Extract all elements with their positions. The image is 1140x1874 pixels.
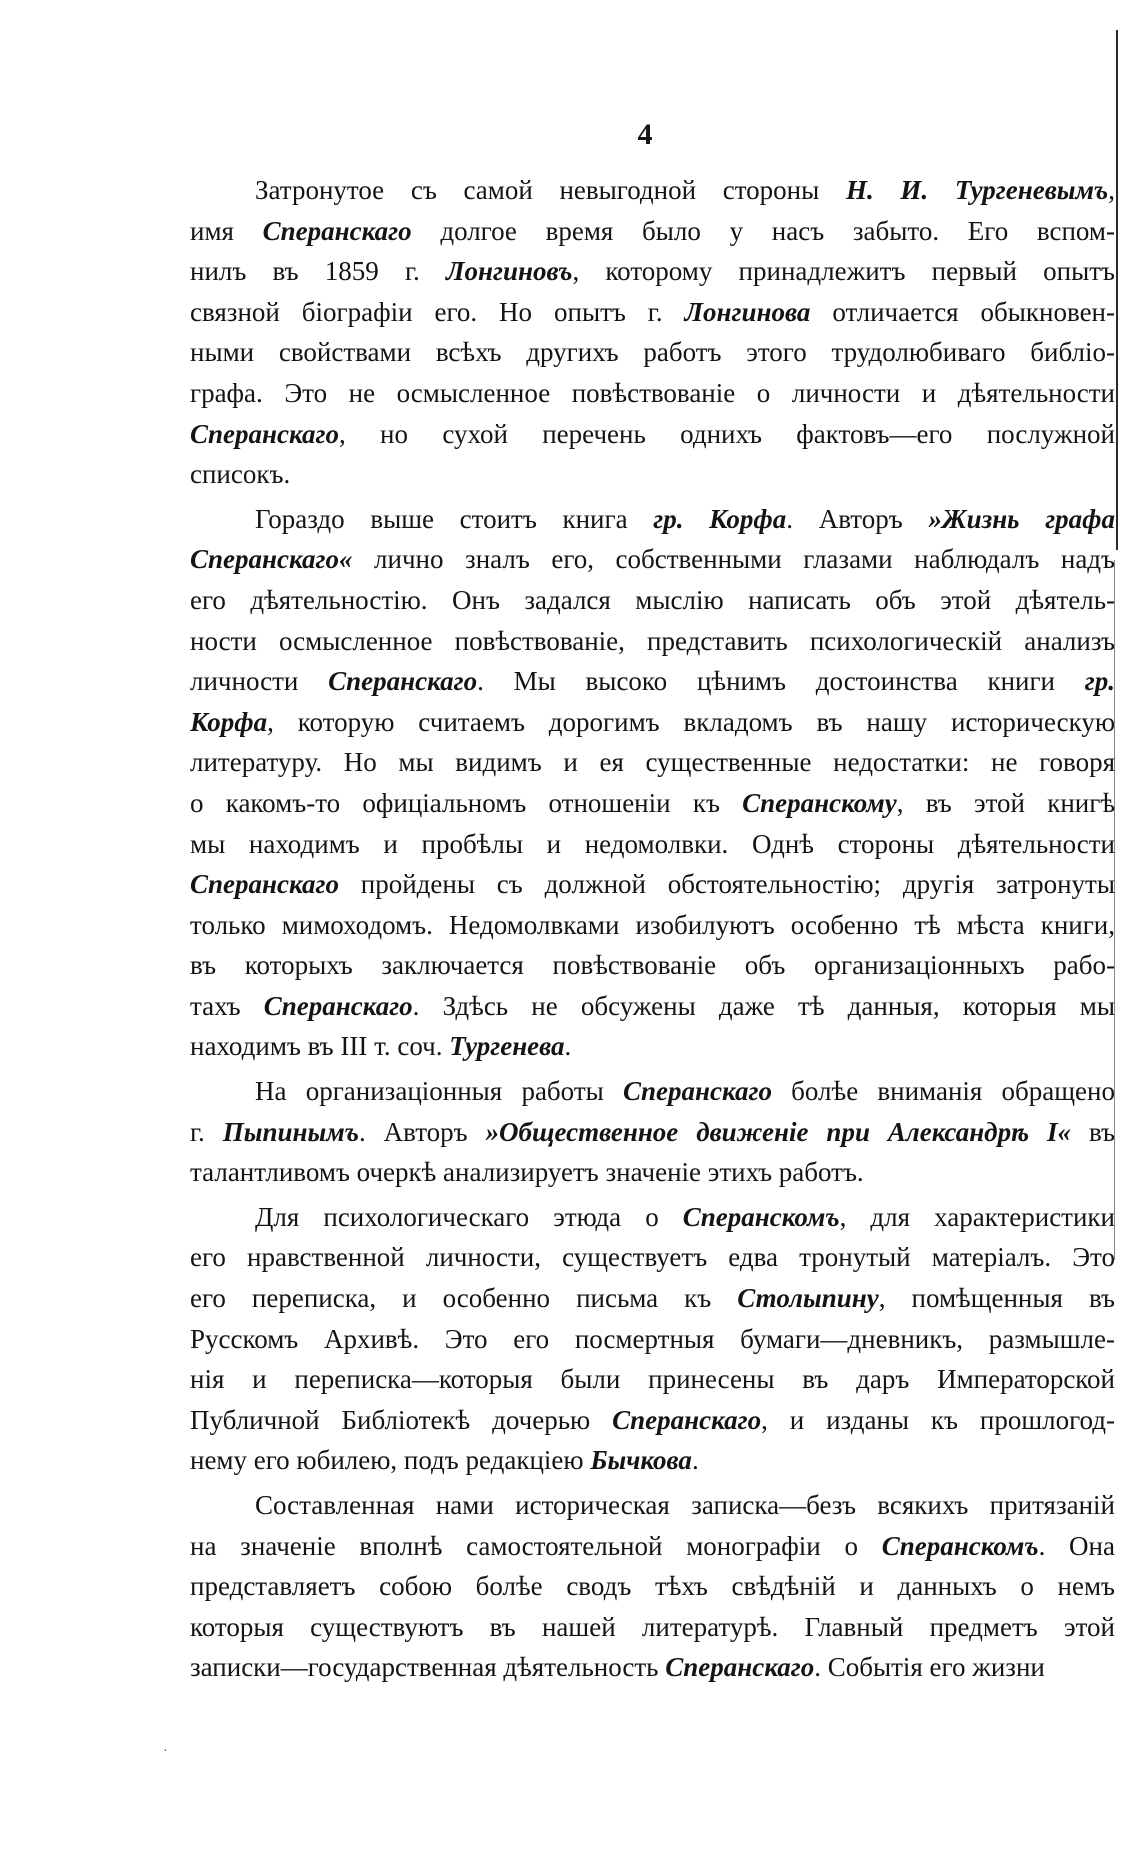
text-segment: Составленная нами историческая записка—безъ всякихъ притязаній: [255, 1490, 1115, 1520]
text-segment: болѣе вниманія обращено: [771, 1076, 1115, 1107]
italic-name: Сперанскомъ: [682, 1201, 840, 1232]
text-segment: . Мы высоко цѣнимъ достоинства книги: [477, 666, 1085, 697]
text-line: [190, 170, 1115, 211]
text-line: [190, 1237, 1115, 1278]
text-line: [190, 1400, 1115, 1441]
paragraph: [190, 1485, 1115, 1688]
text-segment: , которому принадлежитъ первый опытъ: [572, 256, 1115, 287]
text-line: [190, 1152, 1115, 1193]
italic-name: Сперанскаго: [665, 1652, 815, 1683]
text-segment: въ: [1071, 1116, 1115, 1147]
text-line: [190, 1071, 1115, 1112]
italic-name: гр.: [1084, 666, 1115, 697]
italic-name: Лонгинова: [684, 296, 811, 327]
text-segment: Публичной Библіотекѣ дочерью: [190, 1404, 613, 1435]
text-segment: ности осмысленное повѣствованіе, представить психологическій анализъ: [190, 625, 1115, 656]
text-line: [190, 292, 1115, 333]
text-segment: ными свойствами всѣхъ другихъ работъ этого трудолюбиваго библіо-: [190, 337, 1115, 368]
text-segment: нему его юбилею, подъ редакціею: [190, 1445, 591, 1476]
text-line: [190, 1485, 1115, 1526]
text-line: [190, 1319, 1115, 1360]
text-segment: Русскомъ Архивѣ. Это его посмертныя бумаги—дневникъ, размышле-: [190, 1323, 1115, 1354]
text-segment: отличается обыкновен-: [810, 296, 1115, 327]
paragraph: [190, 170, 1115, 495]
text-line: [190, 1440, 1115, 1481]
text-segment: о какомъ-то офиціальномъ отношеніи къ: [190, 787, 743, 818]
text-line: [190, 332, 1115, 373]
text-line: [190, 373, 1115, 414]
text-line: [190, 621, 1115, 662]
text-segment: личности: [190, 666, 329, 697]
page-edge-line: [1116, 30, 1118, 550]
text-line: [190, 1526, 1115, 1567]
text-segment: .: [564, 1031, 572, 1062]
text-segment: имя: [190, 215, 263, 246]
body-text: [190, 170, 1115, 1692]
text-segment: . Здѣсь не обсужены даже тѣ данныя, которыя мы: [412, 990, 1115, 1021]
text-segment: нилъ въ 1859 г.: [190, 256, 447, 287]
text-line: [190, 1112, 1115, 1153]
text-segment: , и изданы къ прошлогод-: [761, 1404, 1115, 1435]
italic-name: Сперанскаго: [190, 869, 339, 900]
text-segment: , для характеристики: [839, 1201, 1115, 1232]
text-segment: связной біографіи его. Но опытъ г.: [190, 296, 685, 327]
text-line: [190, 1026, 1115, 1067]
text-line: [190, 1607, 1115, 1648]
text-segment: , въ этой книгѣ: [896, 787, 1115, 818]
text-line: [190, 661, 1115, 702]
text-segment: Гораздо выше стоитъ книга: [255, 503, 654, 534]
text-line: [190, 702, 1115, 743]
text-segment: списокъ.: [190, 459, 291, 490]
text-segment: записки—государственная дѣятельность: [190, 1652, 666, 1683]
text-line: [190, 539, 1115, 580]
text-line: [190, 211, 1115, 252]
italic-name: Сперанскаго: [622, 1076, 772, 1107]
text-segment: мы находимъ и пробѣлы и недомолвки. Однѣ стороны дѣятельности: [190, 828, 1115, 859]
text-segment: его переписка, и особенно письма къ: [190, 1283, 738, 1314]
text-segment: его нравственной личности, существуетъ едва тронутый матеріалъ. Это: [190, 1242, 1115, 1273]
italic-name: »Общественное движеніе при Александрѣ I«: [485, 1116, 1072, 1147]
italic-name: Сперанскаго: [263, 990, 413, 1021]
text-segment: . Авторъ: [786, 503, 929, 534]
text-segment: въ которыхъ заключается повѣствованіе объ организаціонныхъ рабо-: [190, 950, 1115, 981]
scan-speck: ·: [163, 1744, 168, 1759]
text-line: [190, 1278, 1115, 1319]
text-segment: представляетъ собою болѣе сводъ тѣхъ свѣдѣній и данныхъ о немъ: [190, 1571, 1115, 1602]
italic-name: Сперанскаго«: [190, 544, 353, 575]
text-line: [190, 1359, 1115, 1400]
text-segment: графа. Это не осмысленное повѣствованіе о личности и дѣятельности: [190, 377, 1115, 408]
text-line: [190, 1197, 1115, 1238]
text-segment: Для психологическаго этюда о: [255, 1201, 683, 1232]
text-segment: тахъ: [190, 990, 264, 1021]
italic-name: Лонгиновъ: [446, 256, 573, 287]
text-segment: .: [691, 1445, 699, 1476]
page-number: 4: [637, 118, 653, 151]
text-line: [190, 986, 1115, 1027]
italic-name: Тургенева: [449, 1031, 565, 1062]
text-segment: . Авторъ: [358, 1116, 486, 1147]
text-segment: литературу. Но мы видимъ и ея существенные недостатки: не говоря: [190, 747, 1115, 778]
text-segment: талантливомъ очеркѣ анализируетъ значеніе этихъ работъ.: [190, 1157, 864, 1188]
paragraph: [190, 1071, 1115, 1193]
text-segment: Затронутое съ самой невыгодной стороны: [255, 175, 846, 205]
text-line: [190, 742, 1115, 783]
text-segment: только мимоходомъ. Недомолвками изобилуютъ особенно тѣ мѣста книги,: [190, 909, 1115, 940]
text-segment: . Событія его жизни: [814, 1652, 1045, 1683]
text-line: [190, 1647, 1115, 1688]
text-line: [190, 824, 1115, 865]
italic-name: Пыпинымъ: [222, 1116, 359, 1147]
text-segment: находимъ въ III т. соч.: [190, 1031, 450, 1062]
text-segment: г.: [190, 1116, 223, 1147]
text-segment: долгое время было у насъ забыто. Его вспом-: [411, 215, 1115, 246]
paragraph: [190, 499, 1115, 1067]
text-line: [190, 905, 1115, 946]
italic-name: Сперанскаго: [190, 418, 339, 449]
text-segment: , помѣщенныя въ: [878, 1283, 1115, 1314]
text-segment: пройдены съ должной обстоятельностію; другія затронуты: [338, 869, 1115, 900]
italic-name: »Жизнь графа: [928, 503, 1115, 534]
text-segment: на значеніе вполнѣ самостоятельной монографіи о: [190, 1530, 882, 1561]
text-line: [190, 945, 1115, 986]
paragraph: [190, 1197, 1115, 1481]
text-line: [190, 414, 1115, 455]
text-segment: которыя существуютъ въ нашей литературѣ. Главный предметъ этой: [190, 1611, 1115, 1642]
text-line: [190, 580, 1115, 621]
italic-name: Корфа: [190, 706, 268, 737]
italic-name: Столыпину: [737, 1283, 879, 1314]
italic-name: Сперанскому: [742, 787, 897, 818]
text-segment: лично зналъ его, собственными глазами наблюдалъ надъ: [352, 544, 1115, 575]
text-line: [190, 783, 1115, 824]
italic-name: гр. Корфа: [653, 503, 787, 534]
text-line: [190, 454, 1115, 495]
text-line: [190, 499, 1115, 540]
text-segment: , но сухой перечень однихъ фактовъ—его послужной: [338, 418, 1115, 449]
italic-name: Сперанскаго: [328, 666, 478, 697]
text-segment: На организаціонныя работы: [255, 1076, 623, 1107]
italic-name: Сперанскаго: [262, 215, 412, 246]
italic-name: Н. И. Тургеневымъ: [845, 175, 1109, 205]
text-segment: его дѣятельностію. Онъ задался мыслію написать объ этой дѣятель-: [190, 584, 1115, 615]
italic-name: Сперанскомъ: [881, 1530, 1039, 1561]
text-line: [190, 251, 1115, 292]
text-segment: . Она: [1038, 1530, 1115, 1561]
text-line: [190, 864, 1115, 905]
text-segment: ,: [1108, 175, 1115, 205]
text-segment: нія и переписка—которыя были принесены въ даръ Императорской: [190, 1364, 1115, 1395]
text-segment: , которую считаемъ дорогимъ вкладомъ въ нашу историческую: [267, 706, 1115, 737]
italic-name: Сперанскаго: [612, 1404, 762, 1435]
italic-name: Бычкова: [590, 1445, 692, 1476]
text-line: [190, 1566, 1115, 1607]
